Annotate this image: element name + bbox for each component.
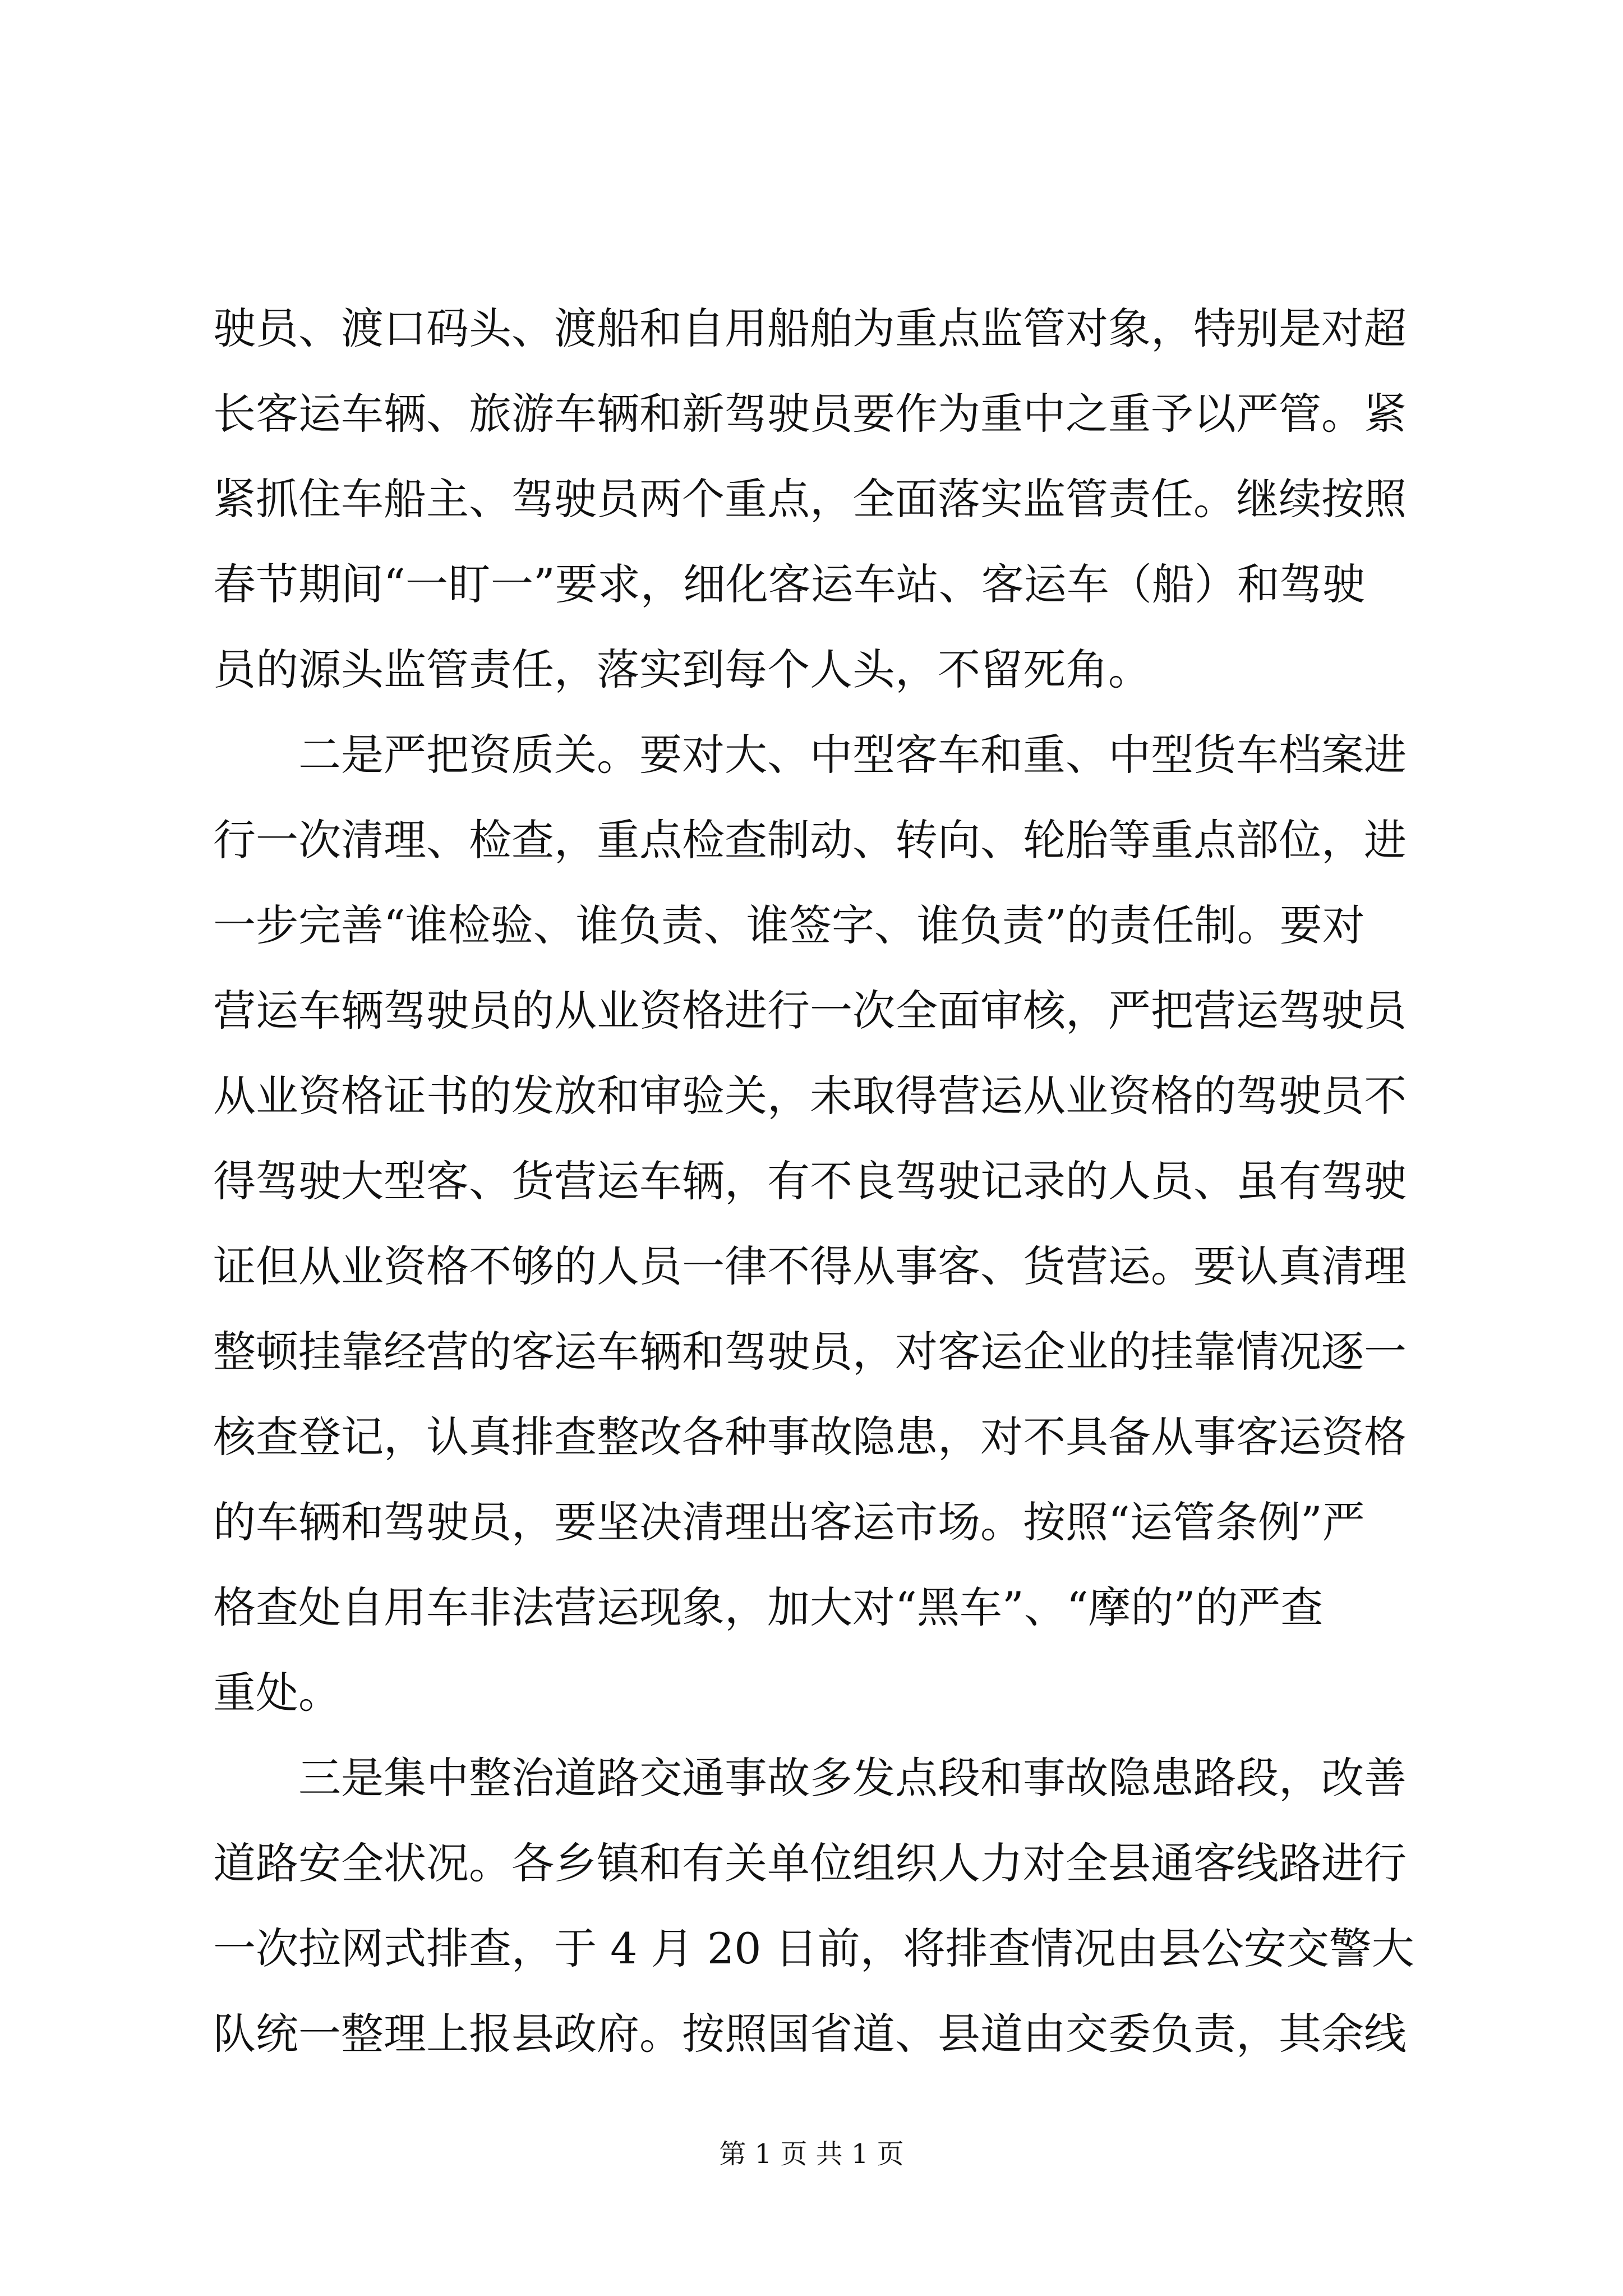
text-line: 一步完善“谁检验、谁负责、谁签字、谁负责”的责任制。要对 — [213, 900, 1365, 950]
text-line: 得驾驶大型客、货营运车辆，有不良驾驶记录的人员、虽有驾驶 — [213, 1156, 1407, 1206]
text-line: 核查登记，认真排查整改各种事故隐患，对不具备从事客运资格 — [213, 1412, 1407, 1462]
text-line: 员的源头监管责任，落实到每个人头，不留死角。 — [213, 645, 1151, 694]
text-line: 证但从业资格不够的人员一律不得从事客、货营运。要认真清理 — [213, 1241, 1407, 1291]
text-line: 长客运车辆、旅游车辆和新驾驶员要作为重中之重予以严管。紧 — [213, 389, 1407, 439]
text-line: 紧抓住车船主、驾驶员两个重点，全面落实监管责任。继续按照 — [213, 474, 1407, 524]
text-line: 整顿挂靠经营的客运车辆和驾驶员，对客运企业的挂靠情况逐一 — [213, 1327, 1407, 1377]
text-line: 格查处自用车非法营运现象，加大对“黑车”、“摩的”的严查 — [213, 1582, 1324, 1632]
page-footer — [0, 2137, 1623, 2171]
paragraph-start-line: 三是集中整治道路交通事故多发点段和事故隐患路段，改善 — [298, 1753, 1407, 1803]
text-line: 行一次清理、检查，重点检查制动、转向、轮胎等重点部位，进 — [213, 815, 1407, 865]
text-line: 的车辆和驾驶员，要坚决清理出客运市场。按照“运管条例”严 — [213, 1497, 1365, 1547]
text-line: 队统一整理上报县政府。按照国省道、县道由交委负责，其余线 — [213, 2009, 1407, 2059]
text-line: 春节期间“一盯一”要求，细化客运车站、客运车（船）和驾驶 — [213, 559, 1365, 609]
text-line: 道路安全状况。各乡镇和有关单位组织人力对全县通客线路进行 — [213, 1838, 1407, 1888]
page-number: 第 1 页 共 1 页 — [719, 2138, 904, 2170]
text-line: 驶员、渡口码头、渡船和自用船舶为重点监管对象，特别是对超 — [213, 303, 1407, 353]
text-line: 从业资格证书的发放和审验关，未取得营运从业资格的驾驶员不 — [213, 1071, 1407, 1121]
document-body — [213, 286, 1413, 2077]
text-line: 重处。 — [213, 1668, 341, 1718]
paragraph-start-line: 二是严把资质关。要对大、中型客车和重、中型货车档案进 — [298, 730, 1407, 780]
text-line: 一次拉网式排查，于 4 月 20 日前，将排查情况由县公安交警大 — [213, 1924, 1414, 1973]
text-line: 营运车辆驾驶员的从业资格进行一次全面审核，严把营运驾驶员 — [213, 986, 1407, 1036]
